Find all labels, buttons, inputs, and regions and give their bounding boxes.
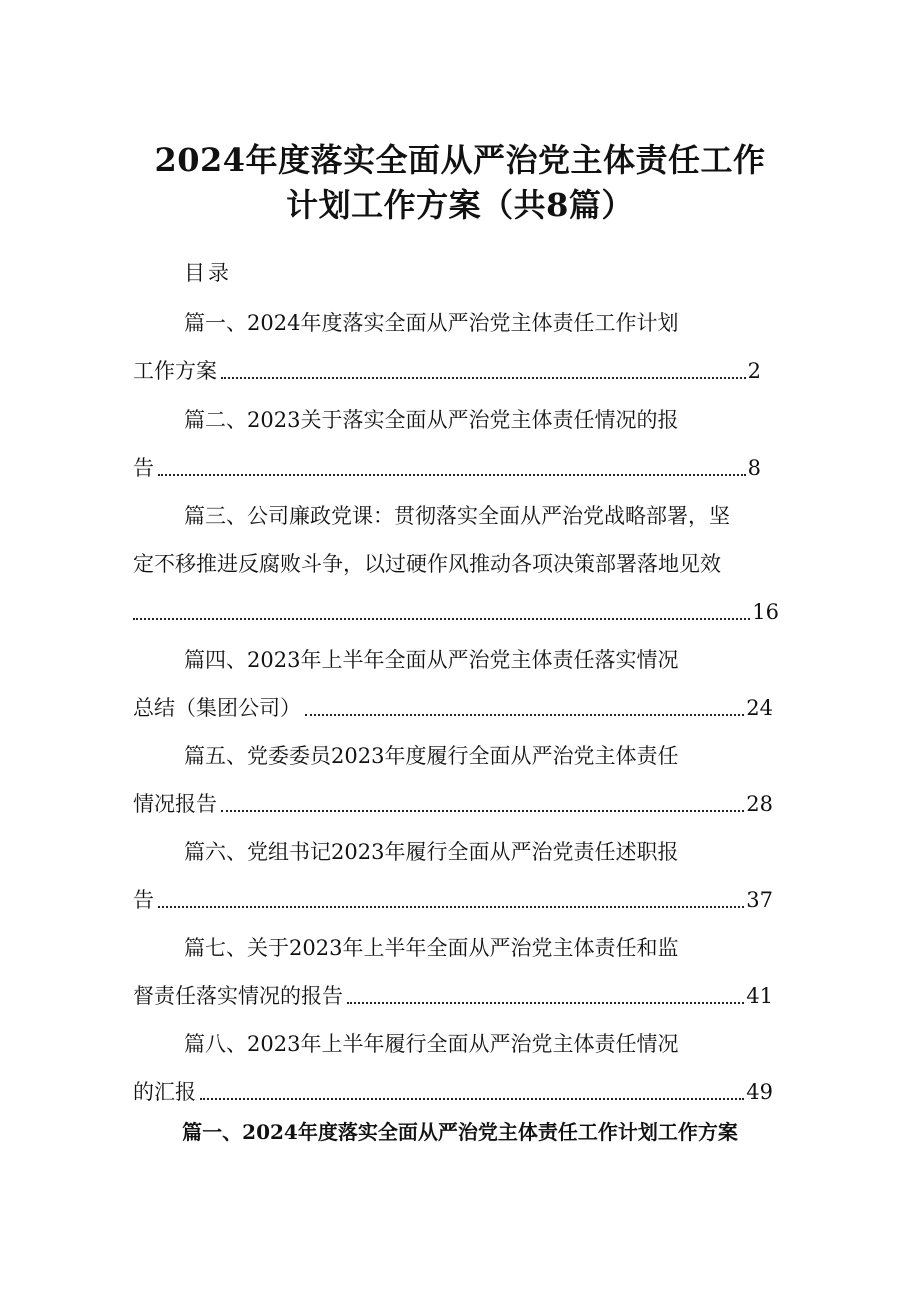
document-title-line-2: 计划工作方案（共8篇） <box>286 186 634 224</box>
toc-entry-6-title-end: 告 <box>133 888 154 912</box>
toc-entry-6-continuation[interactable] <box>133 885 773 915</box>
toc-entry-4-continuation[interactable] <box>133 693 773 723</box>
toc-entry-5-title[interactable]: 篇五、党委委员2023年度履行全面从严治党主体责任 <box>184 744 679 768</box>
toc-leader-dots <box>347 1002 744 1004</box>
toc-entry-5-continuation[interactable] <box>133 789 773 819</box>
toc-leader-dots <box>158 906 744 908</box>
toc-entry-3-continuation[interactable] <box>133 597 779 627</box>
toc-entry-6-page: 37 <box>746 888 773 912</box>
toc-entry-1-title-end: 工作方案 <box>133 359 217 383</box>
toc-entry-4-title[interactable]: 篇四、2023年上半年全面从严治党主体责任落实情况 <box>184 648 679 672</box>
toc-entry-2-title-end: 告 <box>133 456 154 480</box>
toc-entry-4-title-end: 总结（集团公司） <box>133 696 301 720</box>
toc-leader-dots <box>200 1098 744 1100</box>
toc-entry-8-title-end: 的汇报 <box>133 1080 196 1104</box>
toc-entry-1-title[interactable]: 篇一、2024年度落实全面从严治党主体责任工作计划 <box>184 311 679 335</box>
toc-entry-7-continuation[interactable] <box>133 981 773 1011</box>
toc-entry-7-title-end: 督责任落实情况的报告 <box>133 984 343 1008</box>
toc-entry-1-continuation[interactable] <box>133 356 761 386</box>
section-heading: 篇一、2024年度落实全面从严治党主体责任工作计划工作方案 <box>182 1120 738 1144</box>
toc-leader-dots <box>133 618 750 620</box>
toc-entry-8-title[interactable]: 篇八、2023年上半年履行全面从严治党主体责任情况 <box>184 1032 679 1056</box>
toc-leader-dots <box>221 810 744 812</box>
toc-entry-3-page: 16 <box>752 600 779 624</box>
toc-entry-5-page: 28 <box>746 792 773 816</box>
toc-leader-dots <box>221 377 746 379</box>
toc-entry-3-title-middle[interactable]: 定不移推进反腐败斗争，以过硬作风推动各项决策部署落地见效 <box>133 552 721 576</box>
document-title-line-1: 2024年度落实全面从严治党主体责任工作 <box>154 141 766 179</box>
toc-entry-2-page: 8 <box>747 456 761 480</box>
toc-entry-8-page: 49 <box>746 1080 773 1104</box>
toc-entry-5-title-end: 情况报告 <box>133 792 217 816</box>
toc-leader-dots <box>158 474 746 476</box>
toc-entry-2-title[interactable]: 篇二、2023关于落实全面从严治党主体责任情况的报 <box>184 408 679 432</box>
toc-leader-dots <box>305 714 744 716</box>
toc-label: 目录 <box>184 261 232 285</box>
toc-entry-4-page: 24 <box>746 696 773 720</box>
toc-entry-8-continuation[interactable] <box>133 1077 773 1107</box>
toc-entry-2-continuation[interactable] <box>133 453 761 483</box>
toc-entry-1-page: 2 <box>747 359 761 383</box>
toc-entry-7-page: 41 <box>746 984 773 1008</box>
toc-entry-6-title[interactable]: 篇六、党组书记2023年履行全面从严治党责任述职报 <box>184 840 679 864</box>
toc-entry-3-title[interactable]: 篇三、公司廉政党课：贯彻落实全面从严治党战略部署，坚 <box>184 504 730 528</box>
toc-entry-7-title[interactable]: 篇七、关于2023年上半年全面从严治党主体责任和监 <box>184 936 679 960</box>
